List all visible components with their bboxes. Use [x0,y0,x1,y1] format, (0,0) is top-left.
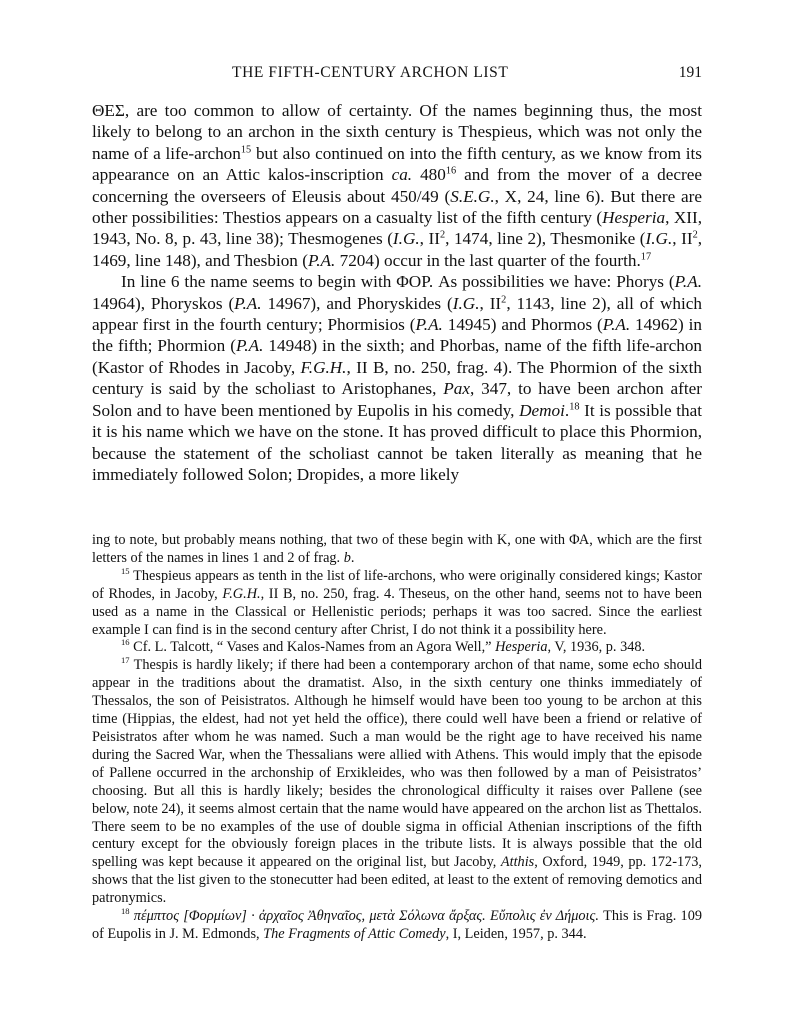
footnote-16: $^{16}$ Cf. L. Talcott, “ Vases and Kalos-Names from an Agora Well,” Hesperia, V, 1936, p. 348. [121,637,646,656]
footnote-15: $^{15}$ Thespieus appears as tenth in the list of life-archons, who were originally considered kings; Kastor of Rhodes, in Jacoby, F.G.H., II B, no. 250, frag. 4. Theseus, on the other hand, seems not to have been used as a name in the Classical or Hellenistic periods; perhaps it was too sacred. Since the earliest example I can find is in the second century after Christ, I do not think it a possibility here. [92,566,702,638]
greek-letters: ΦΑ [569,532,590,548]
page-number: 191 [678,64,702,81]
greek-quotation: πέμπτος [Φορμίων] · ἀρχαῖος Ἀθηναῖος, μετὰ Σόλωνα ἄρξας. Εὔπολις ἐν Δήμοις. [129,908,599,925]
running-header [92,64,702,86]
footnote-17: $^{17}$ Thespis is hardly likely; if there had been a contemporary archon of that name, some echo should appear in the traditions about the dramatist. Also, in the sixth century one thinks immediately of Thessalos, the son of Peisistratos. Although he himself would have been too young to be archon at this time (Hippias, the eldest, had not yet held the office), there could well have been a friend or relative of Peisistratos after whom he was named. Such a man would be the right age to have received his name during the Sacred War, when the Thessalians were allied with Athens. This would imply that the episode of Pallene occurred in the archonship of Erxikleides, who was then followed by a man of Peisistratos’ choosing. But all this is hardly likely; besides the chronological difficulty it raises over Pallene (see below, note 24), it seems almost certain that the name would have appeared on the archon list as Thettalos. There seem to be no examples of the use of double sigma in official Athenian inscriptions of the fifth century except for the obviously foreign places in the tribute lists. It is always possible that the old spelling was kept because it appeared on the original list, but Jacoby, Atthis, Oxford, 1949, pp. 172-173, shows that the list given to the stonecutter had been edited, at least to the extent of removing demotics and patronymics. [92,655,702,907]
footnote-number: 16 [121,637,130,648]
footnote-ref-18: 18 [569,400,580,412]
footnote-number: 15 [121,566,130,577]
greek-letters: ΦΟΡ [396,272,429,292]
footnote-ref-15: 15 [240,144,252,156]
greek-letters: ΘΕΣ [92,101,125,120]
paragraph-1: ΘΕΣ, are too common to allow of certainty. Of the names beginning thus, the most likely to belong to an archon in the sixth century is Thespieus, which was not only the name of a life-archon$^{15}$ but also continued on into the fifth century, as we know from its appearance on an Attic kalos-inscription ca. $480^{16}$ and from the mover of a decree concerning the overseers of Eleusis about 450/49 (S.E.G., X, 24, line 6). But there are other possibilities: Thestios appears on a casualty list of the fifth century (Hesperia, XII, 1943, No. 8, p. 43, line 38); Thesmogenes (I.G., $II^2$, 1474, line 2), Thesmonike (I.G., $II^2$, 1469, line 148), and Thesbion (P.A. 7204) occur in the last quarter of the fourth.$^{17}$ [92,101,703,270]
footnote-number: 17 [121,655,130,666]
footnote-18: $^{18}$ πέμπτος [Φορμίων] · ἀρχαῖος Ἀθηναῖος, μετὰ Σόλωνα ἄρξας. Εὔπολις ἐν Δήμοις. This is Frag. 109 of Eupolis in J. M. Edmonds, The Fragments of Attic Comedy, I, Leiden, 1957, p. 344. [92,906,703,942]
footnote-ref-16: 16 [445,165,457,177]
running-title: THE FIFTH-CENTURY ARCHON LIST [232,64,509,81]
paragraph-2: In line 6 the name seems to begin with ΦΟΡ. As possibilities we have: Phorys (P.A. 14964), Phoryskos (P.A. 14967), and Phoryskides (I.G., $II^2$, 1143, line 2), all of which appear first in the fourth century; Phormisios (P.A. 14945) and Phormos (P.A. 14962) in the fifth; Phormion (P.A. 14948) in the sixth; and Phorbas, name of the fifth life-archon (Kastor of Rhodes in Jacoby, F.G.H., II B, no. 250, frag. 4). The Phormion of the sixth century is said by the scholiast to Aristophanes, Pax, 347, to have been archon after Solon and to have been mentioned by Eupolis in his comedy, Demoi.$^{18}$ It is possible that it is his name which we have on the stone. It has proved difficult to place this Phormion, because the statement of the scholiast cannot be taken literally as meaning that he immediately followed Solon; Dropides, a more likely [92,272,703,484]
footnotes [92,532,702,944]
footnote-number: 18 [121,906,130,917]
footnote-continuation: ing to note, but probably means nothing, that two of these begin with Κ, one with ΦΑ, which are the first letters of the names in lines 1 and 2 of frag. b. [92,532,702,566]
greek-letters: Κ [496,532,508,548]
footnote-ref-17: 17 [640,251,652,263]
main-text [92,100,702,485]
